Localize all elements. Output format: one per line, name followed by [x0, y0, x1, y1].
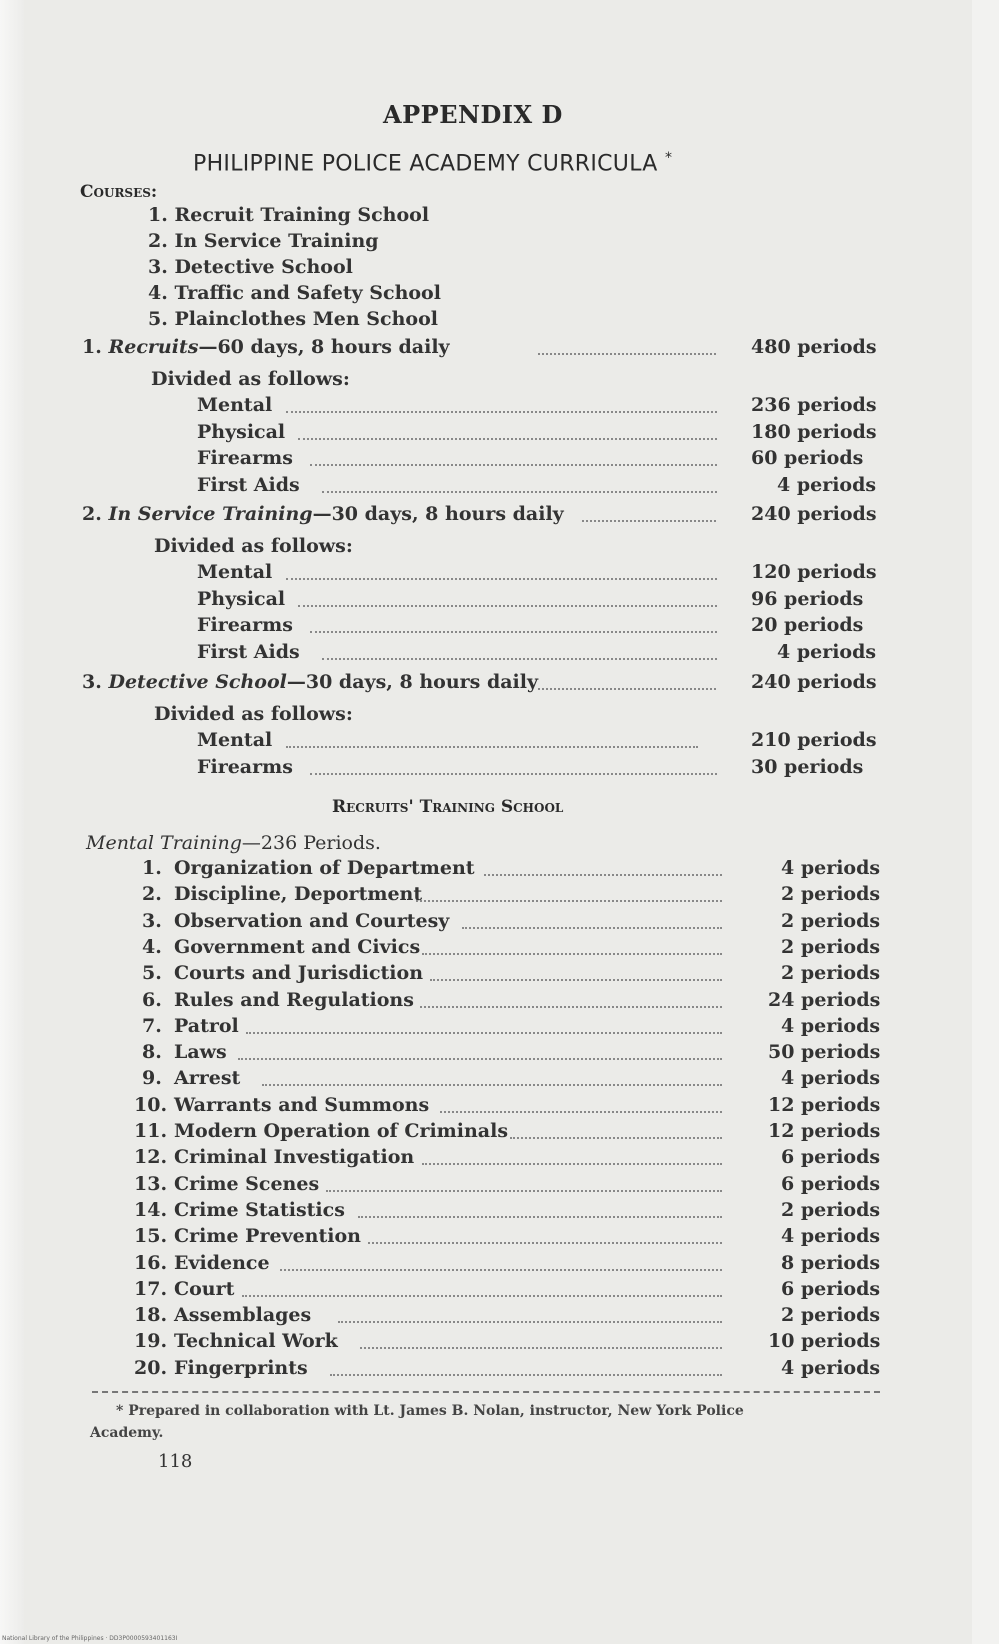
curriculum-item-label: First Aids [197, 473, 300, 496]
section-number: 1. [82, 336, 102, 358]
mental-item-value: 50 periods [768, 1041, 881, 1064]
curriculum-item-label: Firearms [197, 755, 293, 778]
mental-item [0, 1015, 999, 1041]
curriculum-item [0, 561, 999, 587]
mental-item-number: 16. [134, 1251, 168, 1274]
mental-item [0, 910, 999, 936]
leader-dots [262, 1084, 722, 1086]
leader-dots [310, 631, 717, 633]
section-title [82, 671, 538, 693]
mental-item-label: Government and Civics [174, 935, 421, 958]
curriculum-item-value: 60 periods [751, 447, 864, 469]
mental-training-name: Mental Training [86, 832, 242, 854]
section-total: 240 periods [751, 671, 877, 693]
leader-dots [368, 1242, 722, 1244]
leader-dots [422, 953, 722, 955]
leader-dots [242, 1295, 722, 1297]
mental-item-label: Crime Prevention [174, 1225, 361, 1248]
mental-training-suffix: —236 Periods. [241, 832, 381, 854]
section-title [82, 336, 450, 358]
mental-item [0, 1252, 999, 1278]
mental-item-label: Warrants and Summons [174, 1093, 430, 1116]
course-item: 5. Plainclothes Men School [148, 308, 438, 330]
mental-training-heading [86, 832, 381, 854]
mental-item-value: 4 periods [781, 857, 881, 879]
mental-item [0, 1330, 999, 1356]
section-name: Recruits [108, 336, 199, 358]
mental-item [0, 1199, 999, 1225]
leader-dots [322, 658, 717, 660]
leader-dots [298, 438, 717, 440]
mental-item-number: 2. [142, 883, 162, 906]
mental-item [0, 936, 999, 962]
section-duration: —30 days, 8 hours daily [312, 503, 564, 525]
mental-item-value: 6 periods [781, 1146, 881, 1169]
mental-item-value: 2 periods [781, 962, 881, 985]
leader-dots [330, 1374, 722, 1376]
mental-item-number: 19. [134, 1330, 168, 1353]
scan-credit: National Library of the Philippines · DD3P0000593401163I [2, 1635, 178, 1642]
section-number: 2. [82, 503, 102, 525]
section-total: 240 periods [751, 503, 877, 525]
leader-dots [430, 979, 722, 981]
section-number: 3. [82, 671, 102, 693]
course-item: 3. Detective School [148, 256, 353, 278]
footnote-rule [92, 1391, 880, 1393]
leader-dots [286, 411, 717, 413]
mental-item-number: 3. [142, 909, 162, 932]
mental-item [0, 1067, 999, 1093]
mental-item-number: 17. [134, 1277, 168, 1300]
leader-dots [538, 688, 716, 690]
mental-item-label: Organization of Department [174, 857, 475, 879]
mental-item [0, 1173, 999, 1199]
mental-item-value: 2 periods [781, 935, 881, 958]
leader-dots [360, 1347, 722, 1349]
curriculum-item [0, 474, 999, 500]
mental-item-label: Laws [174, 1041, 227, 1064]
mental-item-label: Fingerprints [174, 1356, 308, 1379]
mental-item-value: 2 periods [781, 1304, 881, 1327]
leader-dots [582, 520, 716, 522]
footnote-line-2: Academy. [90, 1425, 164, 1441]
mental-item-number: 20. [134, 1356, 168, 1379]
mental-item-value: 24 periods [768, 988, 881, 1011]
mental-item-label: Crime Statistics [174, 1198, 345, 1221]
leader-dots [484, 874, 722, 876]
page-number: 118 [158, 1451, 193, 1472]
mental-item-number: 7. [142, 1014, 162, 1037]
curriculum-item-value: 30 periods [751, 755, 864, 778]
curriculum-item-label: Physical [197, 587, 286, 610]
leader-dots [326, 1190, 722, 1192]
mental-item [0, 1041, 999, 1067]
mental-item-number: 10. [134, 1093, 168, 1116]
curriculum-item-value: 180 periods [751, 420, 877, 443]
mental-item-number: 15. [134, 1225, 168, 1248]
mental-item-label: Criminal Investigation [174, 1146, 415, 1169]
leader-dots [338, 1321, 722, 1323]
mental-item [0, 1278, 999, 1304]
section-name: Detective School [108, 671, 287, 693]
mental-item-value: 4 periods [781, 1014, 881, 1037]
curriculum-item-value: 236 periods [751, 394, 877, 416]
curriculum-item-label: Mental [197, 394, 273, 416]
mental-item-label: Technical Work [174, 1330, 338, 1353]
mental-item-value: 10 periods [768, 1330, 881, 1353]
mental-item-value: 8 periods [781, 1251, 881, 1274]
leader-dots [246, 1032, 722, 1034]
document-title [193, 150, 672, 176]
mental-item [0, 1146, 999, 1172]
curriculum-item [0, 447, 999, 473]
leader-dots [310, 773, 717, 775]
mental-item-value: 4 periods [781, 1225, 881, 1248]
title-footnote-mark: * [664, 150, 673, 166]
curriculum-item-label: Firearms [197, 447, 293, 469]
mental-item-number: 18. [134, 1304, 168, 1327]
leader-dots [298, 605, 717, 607]
section-header [0, 336, 999, 362]
mental-item-label: Observation and Courtesy [174, 909, 450, 932]
mental-item-number: 9. [142, 1067, 162, 1090]
mental-item-label: Patrol [174, 1014, 239, 1037]
section-total: 480 periods [751, 336, 877, 358]
page-left-edge [0, 0, 24, 1644]
curriculum-item-label: Mental [197, 729, 273, 751]
mental-item [0, 989, 999, 1015]
leader-dots [510, 1137, 722, 1139]
mental-item [0, 1225, 999, 1251]
mental-item [0, 1304, 999, 1330]
mental-item [0, 1120, 999, 1146]
courses-label: Courses: [80, 182, 158, 202]
section-duration: —60 days, 8 hours daily [198, 336, 450, 358]
mental-item-label: Modern Operation of Criminals [174, 1120, 509, 1142]
mental-item-number: 12. [134, 1146, 168, 1169]
recruits-training-heading: Recruits' Training School [332, 797, 564, 817]
mental-item [0, 883, 999, 909]
mental-item-value: 2 periods [781, 1198, 881, 1221]
leader-dots [358, 1216, 722, 1218]
mental-item-label: Rules and Regulations [174, 988, 414, 1011]
mental-item-number: 11. [134, 1120, 168, 1142]
mental-item-number: 5. [142, 962, 162, 985]
mental-item-value: 12 periods [768, 1120, 881, 1142]
curriculum-item-label: First Aids [197, 640, 300, 663]
curriculum-item-label: Mental [197, 561, 273, 583]
mental-item-number: 4. [142, 935, 162, 958]
mental-item-label: Discipline, Deportment [174, 883, 423, 906]
mental-item-label: Crime Scenes [174, 1172, 320, 1195]
mental-item-number: 8. [142, 1041, 162, 1064]
mental-item-value: 6 periods [781, 1172, 881, 1195]
mental-item-number: 1. [142, 857, 162, 879]
course-item: 1. Recruit Training School [148, 204, 430, 226]
leader-dots [538, 353, 716, 355]
leader-dots [462, 927, 722, 929]
mental-item-value: 12 periods [768, 1093, 881, 1116]
leader-dots [416, 900, 722, 902]
curriculum-item-value: 120 periods [751, 561, 877, 583]
curriculum-item [0, 394, 999, 420]
divided-label: Divided as follows: [154, 703, 353, 725]
leader-dots [286, 578, 717, 580]
footnote-line-1: * Prepared in collaboration with Lt. James B. Nolan, instructor, New York Police [116, 1403, 744, 1419]
curriculum-item [0, 729, 999, 755]
curriculum-item [0, 641, 999, 667]
curriculum-item [0, 614, 999, 640]
leader-dots [420, 1006, 722, 1008]
leader-dots [422, 1163, 722, 1165]
appendix-title: APPENDIX D [383, 100, 563, 129]
mental-item-number: 6. [142, 988, 162, 1011]
document-title-text: PHILIPPINE POLICE ACADEMY CURRICULA [193, 151, 658, 177]
curriculum-item-value: 96 periods [751, 587, 864, 610]
mental-item [0, 1357, 999, 1383]
mental-item-number: 14. [134, 1198, 168, 1221]
mental-item-label: Evidence [174, 1251, 270, 1274]
section-header [0, 503, 999, 529]
mental-item [0, 962, 999, 988]
curriculum-item [0, 421, 999, 447]
mental-item [0, 857, 999, 883]
leader-dots [280, 1269, 722, 1271]
mental-item-label: Court [174, 1277, 235, 1300]
mental-item-number: 13. [134, 1172, 168, 1195]
section-name: In Service Training [108, 503, 313, 525]
curriculum-item-value: 20 periods [751, 614, 864, 636]
mental-item-label: Assemblages [174, 1304, 312, 1327]
divided-label: Divided as follows: [154, 535, 353, 557]
mental-item-value: 6 periods [781, 1277, 881, 1300]
curriculum-item-value: 210 periods [751, 729, 877, 751]
section-title [82, 503, 564, 525]
divided-label: Divided as follows: [151, 368, 350, 390]
mental-item-value: 2 periods [781, 909, 881, 932]
curriculum-item [0, 588, 999, 614]
curriculum-item-value: 4 periods [777, 640, 877, 663]
mental-item-value: 4 periods [781, 1356, 881, 1379]
curriculum-item [0, 756, 999, 782]
section-header [0, 671, 999, 697]
mental-item-value: 4 periods [781, 1067, 881, 1090]
curriculum-item-label: Firearms [197, 614, 293, 636]
course-item: 2. In Service Training [148, 230, 379, 252]
curriculum-item-label: Physical [197, 420, 286, 443]
course-item: 4. Traffic and Safety School [148, 282, 441, 304]
mental-item-value: 2 periods [781, 883, 881, 906]
leader-dots [286, 746, 698, 748]
curriculum-item-value: 4 periods [777, 473, 877, 496]
section-duration: —30 days, 8 hours daily [286, 671, 539, 693]
mental-item-label: Arrest [174, 1067, 241, 1090]
mental-item-label: Courts and Jurisdiction [174, 962, 424, 985]
leader-dots [238, 1058, 722, 1060]
leader-dots [310, 464, 717, 466]
leader-dots [440, 1111, 722, 1113]
leader-dots [322, 491, 717, 493]
mental-item [0, 1094, 999, 1120]
